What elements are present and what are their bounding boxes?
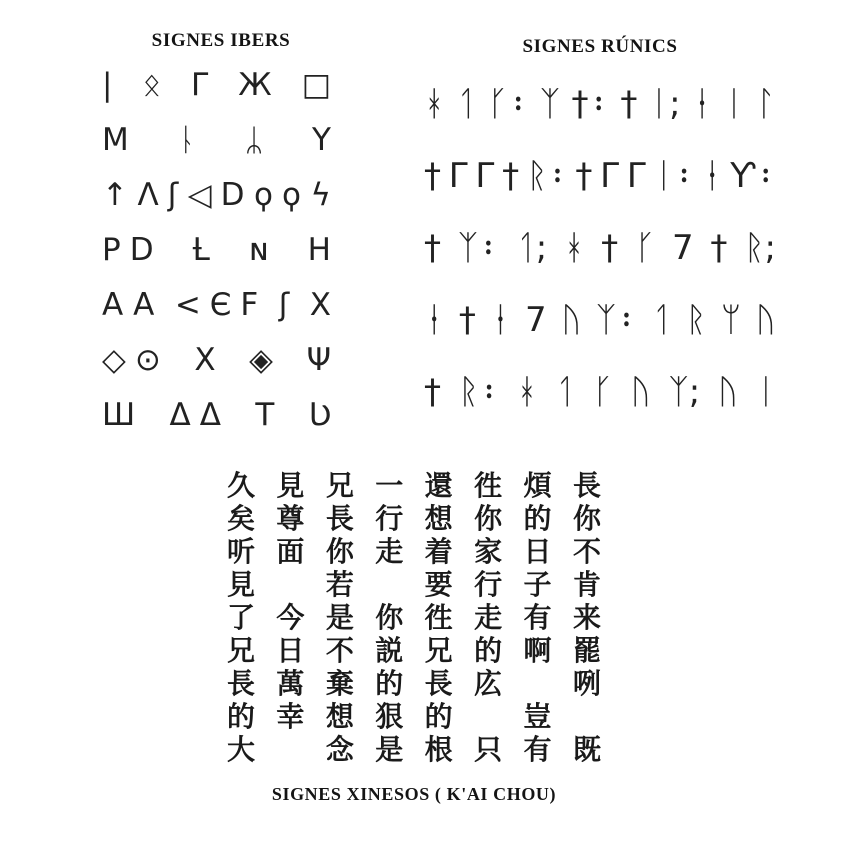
chinese-character: 長 — [424, 669, 453, 700]
chinese-character: 行 — [375, 504, 404, 535]
iberian-sign-row — [96, 58, 346, 113]
iberian-sign: ◁D — [187, 177, 254, 213]
runic-sign: † — [620, 84, 638, 124]
iberian-sign: Ш — [102, 397, 145, 433]
chinese-column — [422, 470, 456, 770]
chinese-character: 罷 — [572, 636, 601, 667]
chinese-character: 啊 — [523, 636, 552, 667]
chinese-character: 想 — [325, 702, 354, 733]
chinese-panel-caption: SIGNES XINESOS ( K'AI CHOU) — [271, 784, 557, 804]
chinese-character: 兄 — [424, 636, 453, 667]
chinese-character: 想 — [424, 504, 453, 535]
runic-sign: ᚢ — [755, 300, 776, 340]
chinese-character: 兄 — [226, 636, 255, 667]
runic-sign: Ƴ᛬ — [730, 156, 776, 196]
runic-line — [420, 356, 780, 428]
runic-sign: ᛁ — [723, 84, 745, 124]
chinese-character: 幸 — [276, 702, 305, 733]
column-gap — [273, 734, 307, 767]
runic-line — [420, 68, 780, 140]
chinese-character: 豈 — [523, 702, 552, 733]
chinese-character: 一 — [375, 471, 404, 502]
runic-line — [420, 284, 780, 356]
chinese-character: 長 — [325, 504, 354, 535]
runic-sign: ᛁ; — [648, 84, 681, 124]
chinese-character: 尊 — [276, 504, 305, 535]
chinese-column — [372, 470, 406, 770]
chinese-character: 有 — [523, 735, 552, 766]
iberian-sign: | — [102, 67, 122, 103]
chinese-column — [323, 470, 357, 770]
runic-sign: ᚴ — [634, 228, 656, 268]
runic-line — [420, 140, 780, 212]
chinese-character: 你 — [572, 504, 601, 535]
runic-sign: ᛐ — [651, 300, 672, 340]
runic-sign: ᚽ — [490, 300, 511, 340]
iberian-sign-row — [96, 333, 346, 388]
chinese-column — [471, 470, 505, 770]
chinese-character: 見 — [226, 570, 255, 601]
runic-sign: ᚴ — [592, 372, 613, 412]
chinese-character: 日 — [276, 636, 305, 667]
runic-sign: 7 — [671, 228, 694, 268]
runic-sign: † — [710, 228, 728, 268]
iberian-sign: Γ — [191, 67, 218, 103]
iberian-sign: <ЄϜ — [174, 287, 268, 323]
panel-iberian-signs — [96, 30, 346, 443]
runic-sign: ᚼ — [424, 84, 445, 124]
runic-sign: ᚼ — [563, 228, 585, 268]
runic-sign: † — [424, 372, 441, 412]
runic-sign: † — [424, 156, 441, 196]
chinese-character: 只 — [474, 735, 503, 766]
chinese-character: 走 — [474, 603, 503, 634]
column-gap — [372, 569, 406, 602]
chinese-character: 你 — [325, 537, 354, 568]
iberian-sign: ϙϙ — [254, 177, 310, 213]
iberian-sign: X — [194, 342, 225, 378]
runic-sign: † — [601, 228, 619, 268]
runic-sign: ᛐ; — [515, 228, 548, 268]
iberian-sign: H — [307, 232, 340, 268]
iberian-sign: ʃ — [278, 287, 299, 323]
runic-sign: †᛬ — [571, 84, 609, 124]
runic-sign: ᚢ — [717, 372, 739, 412]
chinese-character: 的 — [523, 504, 552, 535]
iberian-sign: □ — [301, 67, 340, 103]
runic-sign: † — [502, 156, 520, 196]
chinese-character: 矣 — [226, 504, 255, 535]
iberian-sign: ɴ — [248, 232, 278, 268]
runic-sign: 7 — [525, 300, 547, 340]
chinese-character: 有 — [523, 603, 552, 634]
column-gap — [471, 701, 505, 734]
runic-sign: Γ — [475, 156, 495, 196]
iberian-sign-row — [96, 278, 346, 333]
chinese-character: 萬 — [276, 669, 305, 700]
chinese-character: 面 — [276, 537, 305, 568]
chinese-character: 不 — [325, 636, 354, 667]
iberian-sign: ΔΔ — [169, 397, 230, 433]
chinese-character: 家 — [474, 537, 503, 568]
chinese-character: 大 — [226, 735, 255, 766]
chinese-character: 不 — [572, 537, 601, 568]
iberian-glyph-grid — [96, 58, 346, 443]
runic-sign: ᚽ — [691, 84, 713, 124]
chinese-character: 徃 — [424, 603, 453, 634]
chinese-character: 咧 — [572, 669, 601, 700]
iberian-sign-row — [96, 388, 346, 443]
iberian-sign: ᛦ — [244, 122, 273, 158]
runic-sign: ᚢ — [561, 300, 582, 340]
iberian-sign: T — [255, 397, 284, 433]
chinese-character: 要 — [424, 570, 453, 601]
iberian-sign: ◈ — [249, 342, 283, 378]
chinese-character: 庅 — [474, 669, 503, 700]
chinese-character: 的 — [226, 702, 255, 733]
chinese-character: 着 — [424, 537, 453, 568]
chinese-character: 的 — [424, 702, 453, 733]
chinese-character: 是 — [375, 735, 404, 766]
column-gap — [570, 701, 604, 734]
runic-sign: ᛁ᛬ — [653, 156, 695, 196]
column-gap — [273, 569, 307, 602]
chinese-character: 根 — [424, 735, 453, 766]
chinese-character: 煩 — [523, 471, 552, 502]
runic-sign: ᚢ — [630, 372, 651, 412]
chinese-character: 了 — [226, 603, 255, 634]
runic-sign: ᛁ — [755, 372, 776, 412]
runic-line — [420, 212, 780, 284]
chinese-character: 是 — [325, 603, 354, 634]
iberian-sign: ᛟ — [142, 67, 171, 103]
runic-sign: ᛚ — [755, 84, 776, 124]
runic-sign: Γ — [600, 156, 620, 196]
runic-sign: ᚱ — [685, 300, 707, 340]
runic-sign: ᚱ᛬ — [458, 372, 500, 412]
chinese-character: 听 — [226, 537, 255, 568]
iberian-sign: ↑ — [102, 177, 137, 213]
chinese-column — [570, 470, 604, 770]
iberian-sign: Y — [312, 122, 340, 158]
runic-sign: † — [575, 156, 593, 196]
chinese-character: 今 — [276, 603, 305, 634]
runic-sign: ᚱ᛬ — [526, 156, 568, 196]
iberian-sign: Ж — [238, 67, 281, 103]
runic-panel-title: SIGNES RÚNICS — [522, 36, 678, 57]
chinese-text-block — [224, 470, 604, 770]
runic-sign: ᚱ; — [744, 228, 776, 268]
runic-sign: † — [458, 300, 476, 340]
runic-sign: ᚽ — [702, 156, 723, 196]
chinese-character: 若 — [325, 570, 354, 601]
iberian-sign: ϟ — [310, 177, 340, 213]
chinese-character: 的 — [474, 636, 503, 667]
runic-sign: ᚴ᛬ — [487, 84, 529, 124]
chinese-character: 徃 — [474, 471, 503, 502]
chinese-character: 子 — [523, 570, 552, 601]
iberian-sign: AA — [102, 287, 164, 323]
chinese-character: 日 — [523, 537, 552, 568]
chinese-character: 你 — [375, 603, 404, 634]
iberian-sign: ◇⊙ — [102, 342, 170, 378]
iberian-sign: PD — [102, 232, 163, 268]
iberian-sign: ᚿ — [177, 122, 206, 158]
iberian-sign-row — [96, 168, 346, 223]
iberian-sign: M — [102, 122, 138, 158]
panel-chinese-signs — [0, 470, 828, 805]
iberian-sign: Ƚ — [192, 232, 219, 268]
runic-sign: ᛉ᛬ — [595, 300, 637, 340]
chinese-character: 長 — [572, 471, 601, 502]
iberian-panel-title: SIGNES IBERS — [151, 30, 291, 51]
iberian-sign: X — [309, 287, 340, 323]
runic-glyph-grid — [420, 68, 780, 428]
runic-sign: Γ — [626, 156, 646, 196]
chinese-character: 見 — [276, 471, 305, 502]
chinese-character: 肯 — [572, 570, 601, 601]
chinese-column — [521, 470, 555, 770]
runic-sign: ᛉ᛬ — [457, 228, 499, 268]
runic-sign: ᛐ — [554, 372, 576, 412]
runic-sign: ᛉ; — [668, 372, 701, 412]
chinese-character: 説 — [375, 636, 404, 667]
chinese-character: 的 — [375, 669, 404, 700]
chinese-character: 棄 — [325, 669, 354, 700]
chinese-character: 還 — [424, 471, 453, 502]
chinese-character: 来 — [572, 603, 601, 634]
chinese-character: 你 — [474, 504, 503, 535]
chinese-character: 久 — [226, 471, 255, 502]
chinese-column — [273, 470, 307, 770]
chinese-character: 走 — [375, 537, 404, 568]
runic-sign: ᚽ — [424, 300, 445, 340]
runic-sign: ᛉ — [539, 84, 561, 124]
runic-sign: ᛐ — [455, 84, 477, 124]
chinese-column — [224, 470, 258, 770]
chinese-character: 念 — [325, 735, 354, 766]
panel-runic-signs — [420, 36, 780, 428]
chinese-character: 長 — [226, 669, 255, 700]
iberian-sign: Λʃ — [137, 177, 188, 213]
runic-sign: Γ — [448, 156, 468, 196]
iberian-sign: Ʋ — [308, 397, 340, 433]
runic-sign: † — [424, 228, 441, 268]
iberian-sign-row — [96, 223, 346, 278]
chinese-character: 狠 — [375, 702, 404, 733]
iberian-sign: Ψ — [306, 342, 340, 378]
chinese-character: 兄 — [325, 471, 354, 502]
runic-sign: ᛘ — [720, 300, 742, 340]
runic-sign: ᚼ — [516, 372, 538, 412]
column-gap — [521, 668, 555, 701]
chinese-character: 行 — [474, 570, 503, 601]
chinese-character: 既 — [572, 735, 601, 766]
iberian-sign-row — [96, 113, 346, 168]
